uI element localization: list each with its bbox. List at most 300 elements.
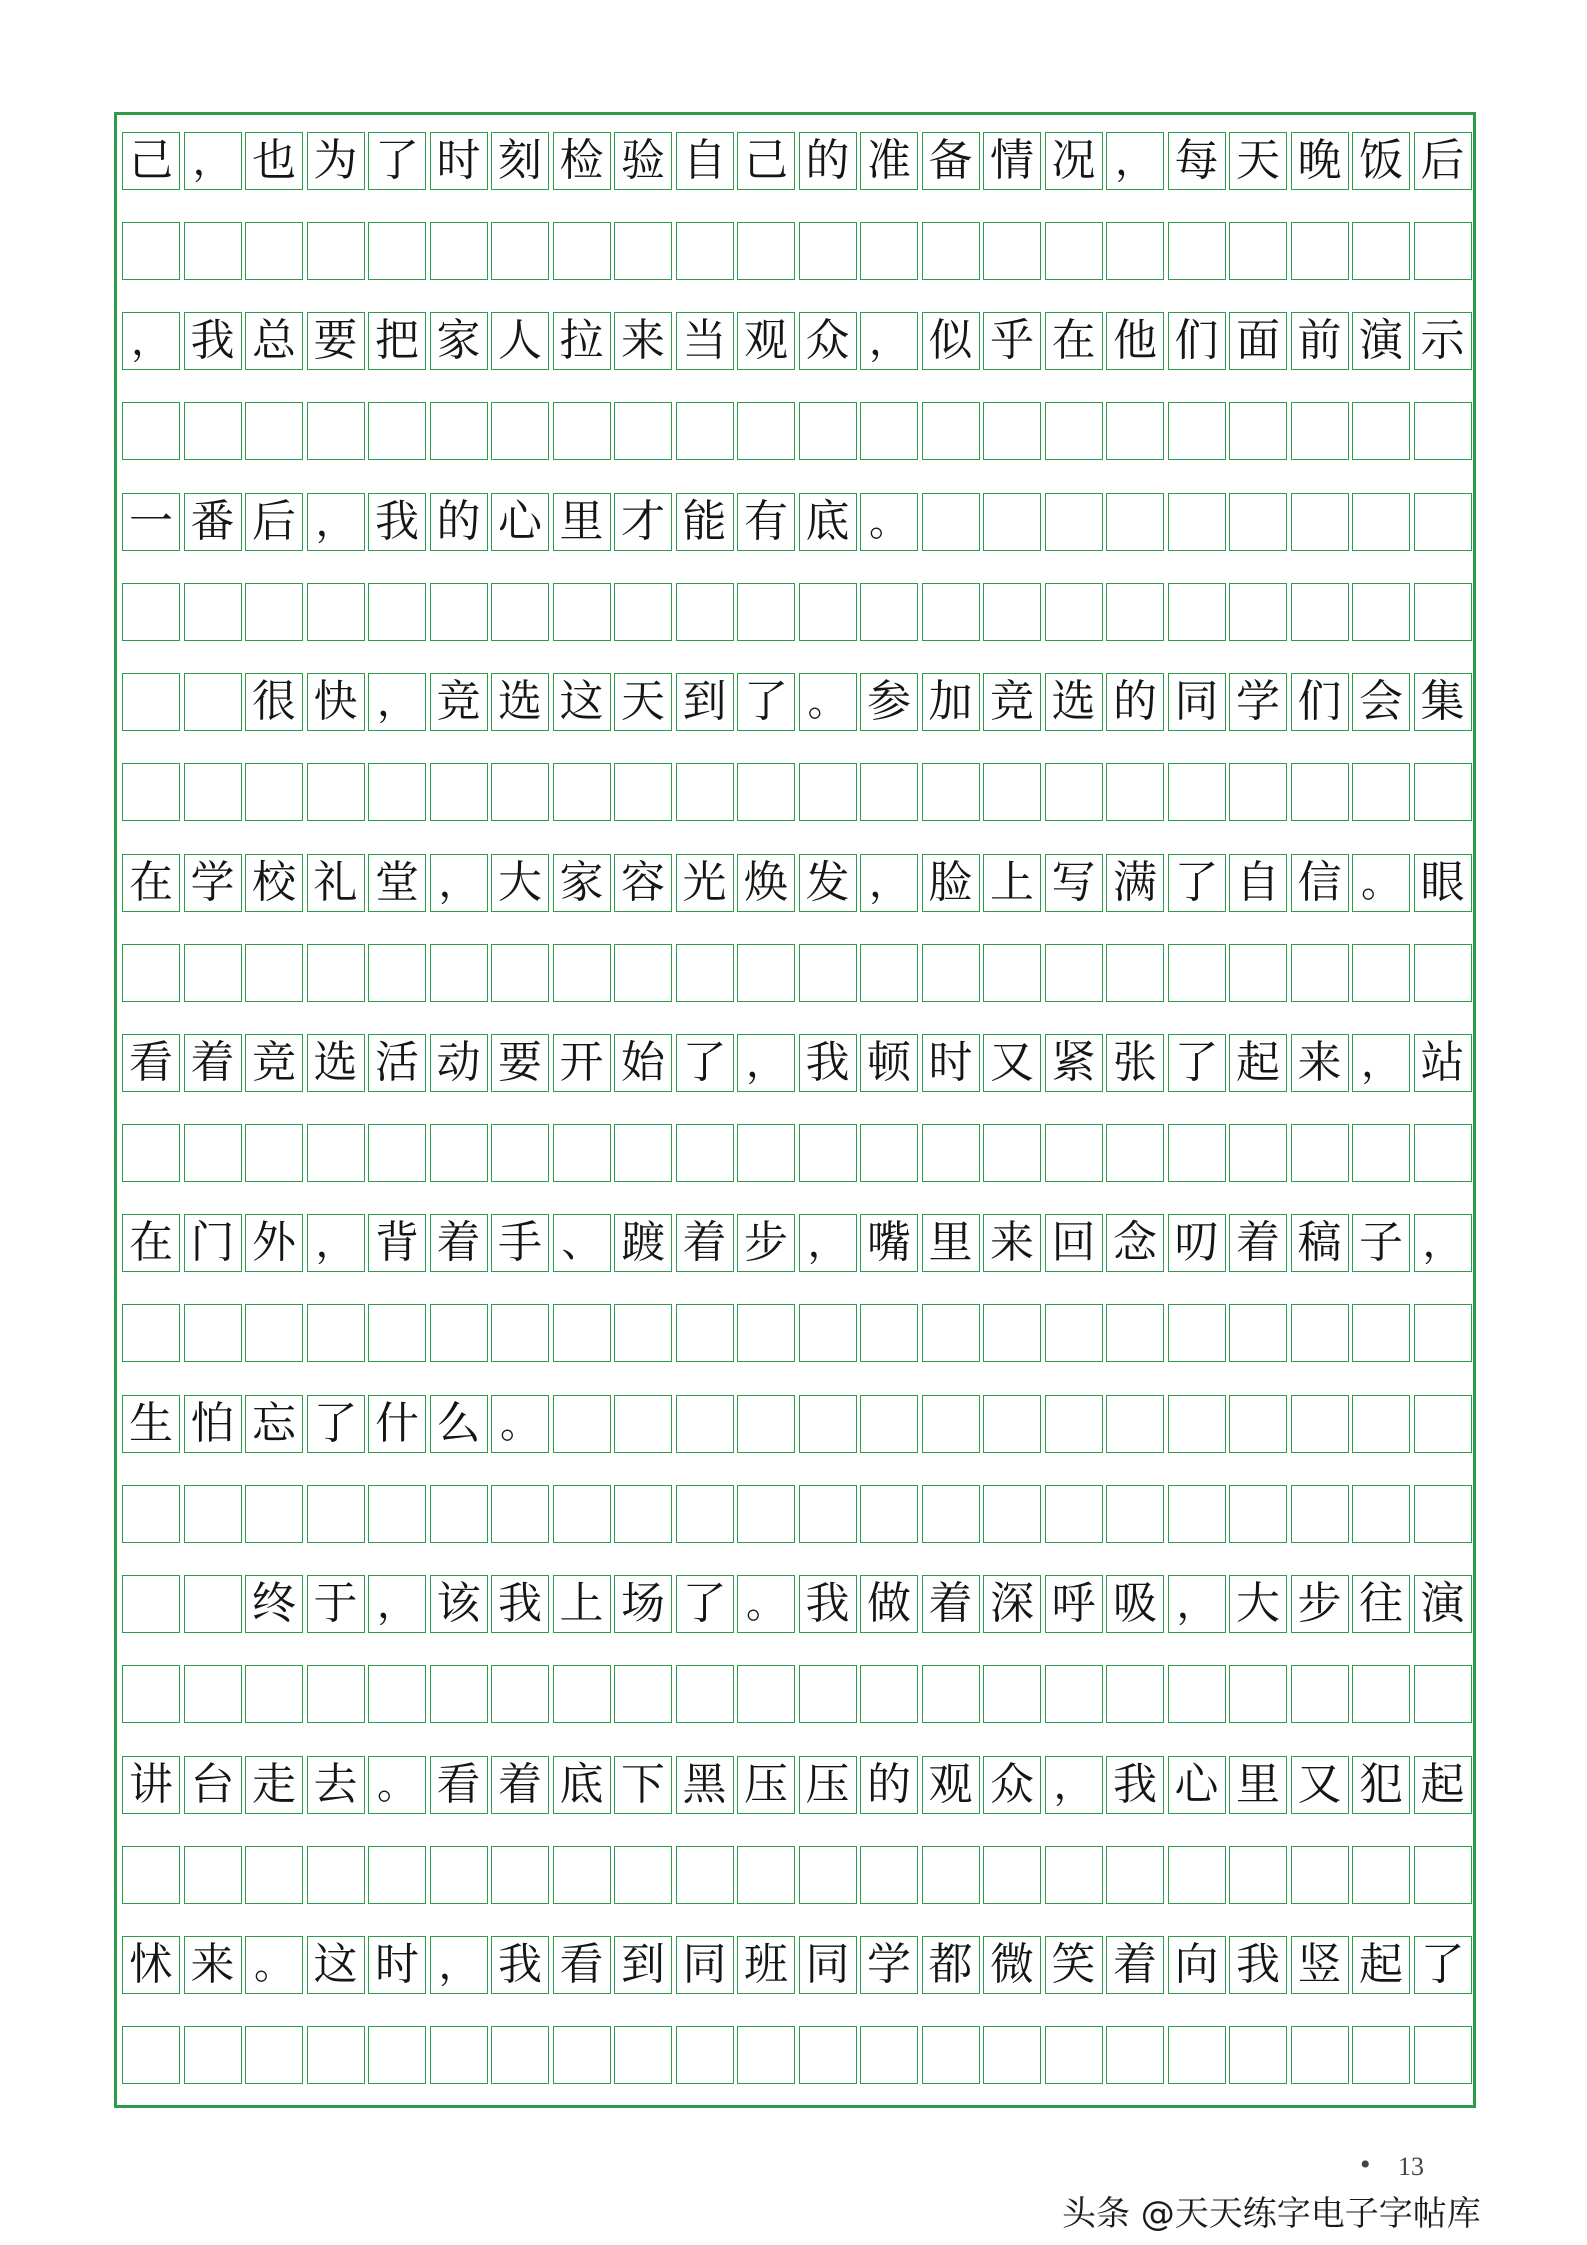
- grid-cell: 们: [1168, 312, 1226, 370]
- practice-cell[interactable]: [799, 1124, 857, 1182]
- grid-cell: 竖: [1291, 1936, 1349, 1994]
- practice-cell[interactable]: [1414, 1304, 1472, 1362]
- practice-cell[interactable]: [553, 1665, 611, 1723]
- practice-cell[interactable]: [307, 1124, 365, 1182]
- practice-cell[interactable]: [184, 763, 242, 821]
- practice-cell[interactable]: [737, 1304, 795, 1362]
- grid-cell: 。: [737, 1575, 795, 1633]
- text-row: [122, 312, 1472, 372]
- practice-cell[interactable]: [1291, 2026, 1349, 2084]
- practice-cell[interactable]: [1229, 944, 1287, 1002]
- practice-cell[interactable]: [860, 2026, 918, 2084]
- practice-cell[interactable]: [1352, 1304, 1410, 1362]
- grid-cell: 加: [922, 673, 980, 731]
- practice-cell[interactable]: [1352, 763, 1410, 821]
- practice-cell[interactable]: [1045, 763, 1103, 821]
- practice-cell[interactable]: [1291, 763, 1349, 821]
- practice-cell[interactable]: [1168, 763, 1226, 821]
- practice-cell[interactable]: [245, 1485, 303, 1543]
- practice-cell[interactable]: [1045, 1304, 1103, 1362]
- practice-cell[interactable]: [430, 222, 488, 280]
- practice-row: [122, 1304, 1472, 1364]
- practice-cell[interactable]: [860, 944, 918, 1002]
- practice-cell[interactable]: [1291, 1485, 1349, 1543]
- practice-cell[interactable]: [307, 583, 365, 641]
- practice-cell[interactable]: [737, 763, 795, 821]
- grid-cell: 番: [184, 493, 242, 551]
- practice-cell[interactable]: [1291, 1665, 1349, 1723]
- practice-cell[interactable]: [184, 222, 242, 280]
- practice-cell[interactable]: [1168, 944, 1226, 1002]
- grid-cell: 于: [307, 1575, 365, 1633]
- grid-cell: [1168, 1395, 1226, 1453]
- practice-cell[interactable]: [245, 402, 303, 460]
- practice-cell[interactable]: [1106, 2026, 1164, 2084]
- practice-cell[interactable]: [122, 1485, 180, 1543]
- practice-cell[interactable]: [245, 763, 303, 821]
- practice-cell[interactable]: [553, 2026, 611, 2084]
- practice-cell[interactable]: [799, 222, 857, 280]
- practice-cell[interactable]: [614, 1846, 672, 1904]
- grid-cell: ，: [1414, 1214, 1472, 1272]
- practice-cell[interactable]: [491, 2026, 549, 2084]
- practice-cell[interactable]: [1045, 1124, 1103, 1182]
- practice-cell[interactable]: [307, 222, 365, 280]
- practice-cell[interactable]: [922, 1485, 980, 1543]
- grid-cell: [122, 1575, 180, 1633]
- practice-cell[interactable]: [1045, 2026, 1103, 2084]
- practice-cell[interactable]: [1045, 1485, 1103, 1543]
- practice-cell[interactable]: [553, 1846, 611, 1904]
- practice-cell[interactable]: [491, 1846, 549, 1904]
- practice-cell[interactable]: [184, 1665, 242, 1723]
- practice-cell[interactable]: [676, 1485, 734, 1543]
- grid-cell: 在: [122, 854, 180, 912]
- practice-cell[interactable]: [922, 1124, 980, 1182]
- practice-cell[interactable]: [184, 1124, 242, 1182]
- grid-cell: 了: [676, 1034, 734, 1092]
- practice-cell[interactable]: [860, 583, 918, 641]
- practice-cell[interactable]: [368, 763, 426, 821]
- practice-cell[interactable]: [799, 944, 857, 1002]
- practice-cell[interactable]: [245, 2026, 303, 2084]
- practice-cell[interactable]: [614, 1124, 672, 1182]
- practice-cell[interactable]: [1229, 1665, 1287, 1723]
- grid-cell: [983, 1395, 1041, 1453]
- practice-cell[interactable]: [245, 1665, 303, 1723]
- practice-cell[interactable]: [184, 944, 242, 1002]
- practice-cell[interactable]: [122, 222, 180, 280]
- practice-cell[interactable]: [799, 763, 857, 821]
- practice-cell[interactable]: [430, 944, 488, 1002]
- practice-cell[interactable]: [1414, 222, 1472, 280]
- practice-cell[interactable]: [430, 1124, 488, 1182]
- grid-cell: 做: [860, 1575, 918, 1633]
- practice-cell[interactable]: [491, 763, 549, 821]
- practice-cell[interactable]: [122, 1846, 180, 1904]
- practice-cell[interactable]: [368, 1304, 426, 1362]
- grid-cell: [1352, 493, 1410, 551]
- practice-cell[interactable]: [922, 222, 980, 280]
- practice-cell[interactable]: [1229, 763, 1287, 821]
- practice-cell[interactable]: [737, 583, 795, 641]
- grid-cell: 该: [430, 1575, 488, 1633]
- practice-cell[interactable]: [307, 402, 365, 460]
- practice-cell[interactable]: [922, 402, 980, 460]
- practice-cell[interactable]: [430, 1665, 488, 1723]
- practice-cell[interactable]: [368, 1846, 426, 1904]
- practice-cell[interactable]: [1414, 1124, 1472, 1182]
- practice-cell[interactable]: [122, 1665, 180, 1723]
- practice-cell[interactable]: [614, 1665, 672, 1723]
- practice-cell[interactable]: [676, 1665, 734, 1723]
- practice-cell[interactable]: [307, 1665, 365, 1723]
- practice-cell[interactable]: [1168, 2026, 1226, 2084]
- grid-cell: [1414, 493, 1472, 551]
- practice-cell[interactable]: [799, 1846, 857, 1904]
- practice-cell[interactable]: [1352, 944, 1410, 1002]
- grid-cell: 。: [1352, 854, 1410, 912]
- practice-cell[interactable]: [1229, 1124, 1287, 1182]
- practice-cell[interactable]: [1229, 1846, 1287, 1904]
- practice-cell[interactable]: [983, 2026, 1041, 2084]
- practice-cell[interactable]: [799, 402, 857, 460]
- grid-cell: [1229, 1395, 1287, 1453]
- practice-cell[interactable]: [1414, 402, 1472, 460]
- practice-cell[interactable]: [860, 1485, 918, 1543]
- practice-cell[interactable]: [860, 1846, 918, 1904]
- grid-cell: [1291, 493, 1349, 551]
- practice-cell[interactable]: [676, 583, 734, 641]
- practice-cell[interactable]: [553, 1485, 611, 1543]
- grid-cell: [1291, 1395, 1349, 1453]
- grid-cell: 乎: [983, 312, 1041, 370]
- practice-cell[interactable]: [1414, 763, 1472, 821]
- practice-cell[interactable]: [1352, 1124, 1410, 1182]
- practice-cell[interactable]: [799, 1304, 857, 1362]
- practice-cell[interactable]: [1229, 2026, 1287, 2084]
- practice-cell[interactable]: [122, 402, 180, 460]
- practice-cell[interactable]: [1106, 1665, 1164, 1723]
- practice-cell[interactable]: [1229, 1485, 1287, 1543]
- practice-cell[interactable]: [1229, 1304, 1287, 1362]
- practice-cell[interactable]: [553, 402, 611, 460]
- practice-cell[interactable]: [1352, 222, 1410, 280]
- practice-cell[interactable]: [983, 222, 1041, 280]
- practice-cell[interactable]: [922, 1304, 980, 1362]
- practice-cell[interactable]: [1352, 1846, 1410, 1904]
- grid-cell: 看: [430, 1756, 488, 1814]
- grid-cell: 心: [1168, 1756, 1226, 1814]
- grid-cell: 往: [1352, 1575, 1410, 1633]
- practice-cell[interactable]: [737, 944, 795, 1002]
- practice-cell[interactable]: [1229, 583, 1287, 641]
- practice-cell[interactable]: [184, 1846, 242, 1904]
- practice-cell[interactable]: [184, 583, 242, 641]
- practice-cell[interactable]: [122, 944, 180, 1002]
- practice-cell[interactable]: [676, 1846, 734, 1904]
- practice-cell[interactable]: [307, 2026, 365, 2084]
- practice-cell[interactable]: [491, 1665, 549, 1723]
- practice-cell[interactable]: [676, 1304, 734, 1362]
- practice-cell[interactable]: [860, 402, 918, 460]
- practice-cell[interactable]: [922, 1846, 980, 1904]
- practice-cell[interactable]: [245, 1304, 303, 1362]
- practice-row: [122, 402, 1472, 462]
- practice-cell[interactable]: [1414, 944, 1472, 1002]
- practice-cell[interactable]: [368, 402, 426, 460]
- practice-cell[interactable]: [1045, 1665, 1103, 1723]
- practice-cell[interactable]: [1291, 1304, 1349, 1362]
- practice-cell[interactable]: [491, 583, 549, 641]
- practice-cell[interactable]: [430, 1485, 488, 1543]
- practice-cell[interactable]: [614, 2026, 672, 2084]
- grid-cell: 去: [307, 1756, 365, 1814]
- practice-cell[interactable]: [491, 1304, 549, 1362]
- practice-cell[interactable]: [184, 2026, 242, 2084]
- grid-cell: 备: [922, 132, 980, 190]
- practice-cell[interactable]: [737, 1124, 795, 1182]
- practice-cell[interactable]: [1414, 1485, 1472, 1543]
- grid-cell: 了: [368, 132, 426, 190]
- practice-cell[interactable]: [799, 1485, 857, 1543]
- practice-cell[interactable]: [1291, 402, 1349, 460]
- practice-cell[interactable]: [1352, 2026, 1410, 2084]
- practice-cell[interactable]: [368, 583, 426, 641]
- practice-cell[interactable]: [922, 944, 980, 1002]
- practice-cell[interactable]: [184, 402, 242, 460]
- grid-cell: 眼: [1414, 854, 1472, 912]
- practice-cell[interactable]: [614, 402, 672, 460]
- practice-cell[interactable]: [1106, 1124, 1164, 1182]
- grid-cell: 压: [799, 1756, 857, 1814]
- grid-cell: 竞: [430, 673, 488, 731]
- practice-cell[interactable]: [553, 222, 611, 280]
- practice-cell[interactable]: [1229, 222, 1287, 280]
- practice-cell[interactable]: [983, 583, 1041, 641]
- practice-cell[interactable]: [1106, 1846, 1164, 1904]
- practice-cell[interactable]: [1168, 1124, 1226, 1182]
- practice-cell[interactable]: [1352, 1485, 1410, 1543]
- practice-cell[interactable]: [491, 1485, 549, 1543]
- practice-cell[interactable]: [122, 1124, 180, 1182]
- practice-cell[interactable]: [307, 1485, 365, 1543]
- practice-cell[interactable]: [983, 402, 1041, 460]
- practice-cell[interactable]: [983, 1665, 1041, 1723]
- practice-cell[interactable]: [983, 1304, 1041, 1362]
- practice-cell[interactable]: [491, 402, 549, 460]
- practice-cell[interactable]: [1352, 1665, 1410, 1723]
- practice-cell[interactable]: [1229, 402, 1287, 460]
- grid-cell: 的: [430, 493, 488, 551]
- practice-cell[interactable]: [368, 1665, 426, 1723]
- practice-cell[interactable]: [368, 222, 426, 280]
- practice-cell[interactable]: [430, 763, 488, 821]
- practice-cell[interactable]: [245, 1846, 303, 1904]
- grid-cell: 堂: [368, 854, 426, 912]
- grid-cell: 张: [1106, 1034, 1164, 1092]
- grid-cell: 选: [491, 673, 549, 731]
- practice-cell[interactable]: [553, 1124, 611, 1182]
- practice-cell[interactable]: [553, 583, 611, 641]
- practice-cell[interactable]: [614, 1304, 672, 1362]
- grid-cell: 。: [368, 1756, 426, 1814]
- practice-cell[interactable]: [491, 944, 549, 1002]
- practice-cell[interactable]: [1168, 402, 1226, 460]
- practice-cell[interactable]: [676, 222, 734, 280]
- grid-cell: 每: [1168, 132, 1226, 190]
- practice-cell[interactable]: [1168, 1304, 1226, 1362]
- grid-cell: 什: [368, 1395, 426, 1453]
- practice-cell[interactable]: [614, 583, 672, 641]
- practice-cell[interactable]: [737, 222, 795, 280]
- practice-cell[interactable]: [307, 1846, 365, 1904]
- practice-cell[interactable]: [184, 1304, 242, 1362]
- practice-cell[interactable]: [1045, 222, 1103, 280]
- practice-cell[interactable]: [1352, 402, 1410, 460]
- practice-cell[interactable]: [245, 944, 303, 1002]
- practice-cell[interactable]: [1414, 2026, 1472, 2084]
- practice-cell[interactable]: [1168, 1665, 1226, 1723]
- grid-cell: 满: [1106, 854, 1164, 912]
- grid-cell: 饭: [1352, 132, 1410, 190]
- practice-cell[interactable]: [1291, 1124, 1349, 1182]
- practice-cell[interactable]: [245, 583, 303, 641]
- practice-cell[interactable]: [614, 944, 672, 1002]
- practice-cell[interactable]: [799, 583, 857, 641]
- practice-cell[interactable]: [1045, 944, 1103, 1002]
- grid-cell: 能: [676, 493, 734, 551]
- grid-cell: 示: [1414, 312, 1472, 370]
- practice-cell[interactable]: [860, 763, 918, 821]
- practice-cell[interactable]: [1414, 1846, 1472, 1904]
- practice-cell[interactable]: [922, 583, 980, 641]
- practice-cell[interactable]: [491, 222, 549, 280]
- practice-cell[interactable]: [1291, 944, 1349, 1002]
- practice-cell[interactable]: [553, 944, 611, 1002]
- practice-cell[interactable]: [737, 2026, 795, 2084]
- practice-cell[interactable]: [676, 402, 734, 460]
- practice-cell[interactable]: [922, 763, 980, 821]
- grid-cell: 深: [983, 1575, 1041, 1633]
- practice-cell[interactable]: [983, 763, 1041, 821]
- practice-cell[interactable]: [1291, 222, 1349, 280]
- grid-cell: 前: [1291, 312, 1349, 370]
- practice-cell[interactable]: [1106, 1304, 1164, 1362]
- grid-cell: ，: [184, 132, 242, 190]
- practice-cell[interactable]: [1106, 222, 1164, 280]
- practice-cell[interactable]: [922, 2026, 980, 2084]
- grid-cell: 同: [799, 1936, 857, 1994]
- practice-cell[interactable]: [983, 1846, 1041, 1904]
- practice-cell[interactable]: [122, 583, 180, 641]
- practice-cell[interactable]: [983, 1124, 1041, 1182]
- practice-cell[interactable]: [1106, 1485, 1164, 1543]
- practice-cell[interactable]: [614, 763, 672, 821]
- practice-cell[interactable]: [737, 402, 795, 460]
- practice-cell[interactable]: [737, 1665, 795, 1723]
- practice-cell[interactable]: [676, 2026, 734, 2084]
- practice-cell[interactable]: [122, 1304, 180, 1362]
- practice-cell[interactable]: [860, 1124, 918, 1182]
- practice-cell[interactable]: [860, 1665, 918, 1723]
- practice-cell[interactable]: [368, 944, 426, 1002]
- practice-cell[interactable]: [983, 944, 1041, 1002]
- practice-cell[interactable]: [184, 1485, 242, 1543]
- grid-cell: 看: [122, 1034, 180, 1092]
- practice-cell[interactable]: [1045, 402, 1103, 460]
- practice-cell[interactable]: [860, 1304, 918, 1362]
- grid-cell: 来: [1291, 1034, 1349, 1092]
- practice-cell[interactable]: [983, 1485, 1041, 1543]
- practice-cell[interactable]: [1352, 583, 1410, 641]
- practice-cell[interactable]: [1414, 583, 1472, 641]
- practice-cell[interactable]: [1106, 944, 1164, 1002]
- practice-cell[interactable]: [1106, 583, 1164, 641]
- practice-cell[interactable]: [1168, 1846, 1226, 1904]
- practice-cell[interactable]: [1168, 222, 1226, 280]
- practice-cell[interactable]: [430, 1304, 488, 1362]
- practice-cell[interactable]: [614, 1485, 672, 1543]
- practice-cell[interactable]: [1414, 1665, 1472, 1723]
- practice-cell[interactable]: [122, 763, 180, 821]
- practice-cell[interactable]: [799, 2026, 857, 2084]
- grid-cell: 竞: [983, 673, 1041, 731]
- practice-cell[interactable]: [368, 2026, 426, 2084]
- practice-cell[interactable]: [737, 1485, 795, 1543]
- practice-cell[interactable]: [245, 222, 303, 280]
- practice-cell[interactable]: [676, 944, 734, 1002]
- practice-cell[interactable]: [368, 1124, 426, 1182]
- practice-cell[interactable]: [676, 763, 734, 821]
- grid-cell: 刻: [491, 132, 549, 190]
- practice-cell[interactable]: [245, 1124, 303, 1182]
- practice-cell[interactable]: [553, 1304, 611, 1362]
- practice-cell[interactable]: [676, 1124, 734, 1182]
- practice-cell[interactable]: [922, 1665, 980, 1723]
- practice-cell[interactable]: [799, 1665, 857, 1723]
- practice-cell[interactable]: [553, 763, 611, 821]
- grid-cell: 班: [737, 1936, 795, 1994]
- practice-cell[interactable]: [860, 222, 918, 280]
- practice-cell[interactable]: [307, 944, 365, 1002]
- practice-cell[interactable]: [1106, 763, 1164, 821]
- practice-cell[interactable]: [614, 222, 672, 280]
- practice-cell[interactable]: [1168, 583, 1226, 641]
- practice-cell[interactable]: [1291, 583, 1349, 641]
- practice-cell[interactable]: [307, 1304, 365, 1362]
- practice-cell[interactable]: [1045, 583, 1103, 641]
- practice-cell[interactable]: [430, 1846, 488, 1904]
- practice-cell[interactable]: [307, 763, 365, 821]
- text-row: [122, 1395, 1472, 1455]
- grid-cell: [614, 1395, 672, 1453]
- practice-cell[interactable]: [430, 583, 488, 641]
- grid-cell: 信: [1291, 854, 1349, 912]
- practice-cell[interactable]: [1045, 1846, 1103, 1904]
- practice-cell[interactable]: [737, 1846, 795, 1904]
- grid-cell: ，: [860, 854, 918, 912]
- practice-cell[interactable]: [430, 2026, 488, 2084]
- practice-cell[interactable]: [368, 1485, 426, 1543]
- practice-cell[interactable]: [1168, 1485, 1226, 1543]
- practice-cell[interactable]: [1106, 402, 1164, 460]
- grid-cell: 我: [799, 1575, 857, 1633]
- practice-cell[interactable]: [1291, 1846, 1349, 1904]
- practice-cell[interactable]: [122, 2026, 180, 2084]
- practice-cell[interactable]: [430, 402, 488, 460]
- practice-cell[interactable]: [491, 1124, 549, 1182]
